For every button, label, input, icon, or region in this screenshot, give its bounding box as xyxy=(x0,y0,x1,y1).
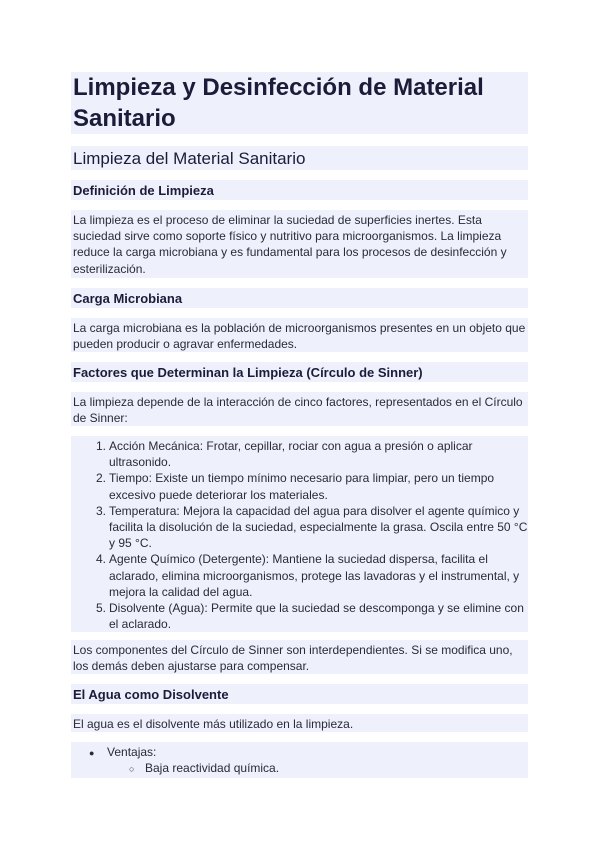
list-item-text: Tiempo: Existe un tiempo mínimo necesario para limpiar, pero un tiempo excesivo puede deteriorar los materiales. xyxy=(109,471,495,502)
list-number: 1. xyxy=(95,439,106,453)
heading-agua: El Agua como Disolvente xyxy=(73,687,229,702)
list-item xyxy=(73,760,528,776)
list-number: 2. xyxy=(95,471,106,486)
paragraph-carga: La carga microbiana es la población de microorganismos presentes en un objeto que pueden producir o agravar enfermedades. xyxy=(73,321,526,352)
list-number: 3. xyxy=(95,503,106,518)
list-number: 4. xyxy=(95,552,106,567)
list-item xyxy=(73,600,528,632)
paragraph-factores-outro: Los componentes del Círculo de Sinner son interdependientes. Si se modifica uno, los demás deben ajustarse para compensar. xyxy=(73,643,513,674)
factores-list xyxy=(73,438,528,632)
list-item xyxy=(73,503,528,552)
list-item-text: Agente Químico (Detergente): Mantiene la suciedad dispersa, facilita el aclarado, elimina microorganismos, protege las lavadoras y el instrumental, y mejora la calidad del agua. xyxy=(109,552,520,599)
list-number: 5. xyxy=(95,601,106,616)
agua-list xyxy=(73,744,528,776)
paragraph-agua: El agua es el disolvente más utilizado en la limpieza. xyxy=(73,717,354,731)
list-item-text: Baja reactividad química. xyxy=(145,761,280,775)
list-item-text: Temperatura: Mejora la capacidad del agua para disolver el agente químico y facilita la disolución de la suciedad, especialmente la grasa. Oscila entre 50 °C y 95 °C. xyxy=(109,503,528,551)
section-title: Limpieza del Material Sanitario xyxy=(73,149,306,168)
bullet-icon: ● xyxy=(89,748,95,758)
heading-factores: Factores que Determinan la Limpieza (Círculo de Sinner) xyxy=(73,365,423,380)
list-item-text: Acción Mecánica: Frotar, cepillar, rociar con agua a presión o aplicar ultrasonido. xyxy=(109,439,473,470)
list-item-text: Ventajas: xyxy=(107,745,157,759)
list-item xyxy=(73,470,528,502)
list-item xyxy=(73,551,528,600)
circle-bullet-icon: ○ xyxy=(129,764,135,774)
list-item xyxy=(73,438,528,470)
page-title: Limpieza y Desinfección de Material Sanitario xyxy=(73,74,484,132)
paragraph-definicion: La limpieza es el proceso de eliminar la suciedad de superficies inertes. Esta suciedad sirve como soporte físico y nutritivo para microorganismos. La limpieza reduce la carga microbiana y es fundamental para los procesos de desinfección y esterilización. xyxy=(73,213,507,276)
heading-carga: Carga Microbiana xyxy=(73,291,183,306)
heading-definicion: Definición de Limpieza xyxy=(73,183,214,198)
list-item xyxy=(73,744,528,760)
paragraph-factores-intro: La limpieza depende de la interacción de cinco factores, representados en el Círculo de Sinner: xyxy=(73,395,523,426)
list-item-text: Disolvente (Agua): Permite que la suciedad se descomponga y se elimine con el aclarado. xyxy=(109,601,524,632)
